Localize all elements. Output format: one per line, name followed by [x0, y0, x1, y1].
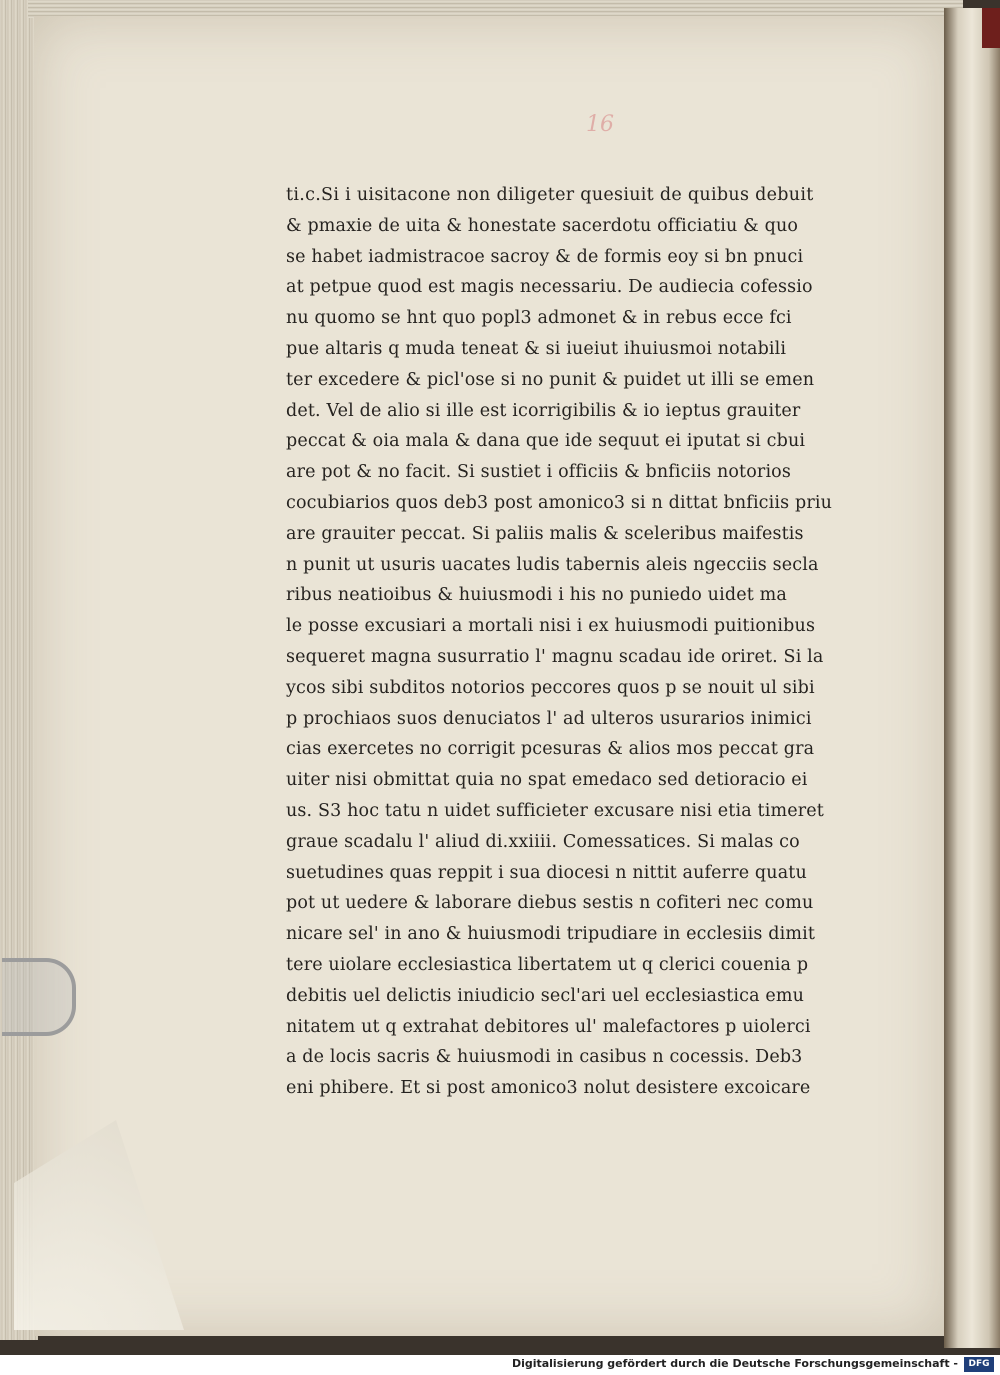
- text-column: [286, 180, 846, 1104]
- text-line: & pmaxie de uita & honestate sacerdotu officiatiu & quo: [286, 215, 799, 236]
- text-line: cocubiarios quos deb3 post amonico3 si n dittat bnficiis priu: [286, 492, 833, 513]
- text-line: ti.c.Si i uisitacone non diligeter quesiuit de quibus debuit: [286, 185, 814, 205]
- text-line: ribus neatioibus & huiusmodi i his no puniedo uidet ma: [286, 585, 787, 606]
- text-line: uiter nisi obmittat quia no spat emedaco sed detioracio ei: [286, 770, 808, 791]
- text-line: are grauiter peccat. Si paliis malis & sceleribus maifestis: [286, 523, 804, 544]
- footer-credit: Digitalisierung gefördert durch die Deutsche Forschungsgemeinschaft -: [511, 1357, 958, 1370]
- text-line: n punit ut usuris uacates ludis tabernis aleis ngecciis secla: [286, 554, 819, 575]
- book-binding-right: [944, 8, 1000, 1348]
- text-line: pue altaris q muda teneat & si iueiut ihuiusmoi notabili: [286, 338, 787, 359]
- text-line: tere uiolare ecclesiastica libertatem ut q clerici couenia p: [286, 954, 809, 975]
- text-line: nicare sel' in ano & huiusmodi tripudiare in ecclesiis dimit: [286, 924, 816, 945]
- text-line: cias exercetes no corrigit pcesuras & alios mos peccat gra: [286, 739, 815, 760]
- text-line: peccat & oia mala & dana que ide sequut ei iputat si cbui: [286, 431, 806, 452]
- text-line: us. S3 hoc tatu n uidet sufficieter excusare nisi etia timeret: [286, 800, 824, 821]
- text-line: se habet iadmistracoe sacroy & de formis eoy si bn pnuci: [286, 246, 804, 267]
- page-stack-left-edge: [0, 0, 38, 1340]
- dfg-logo: DFG: [964, 1357, 994, 1372]
- text-line: ycos sibi subditos notorios peccores quos p se nouit ul sibi: [286, 677, 815, 698]
- text-line: nitatem ut q extrahat debitores ul' malefactores p uiolerci: [286, 1016, 811, 1037]
- text-line: det. Vel de alio si ille est icorrigibilis & io ieptus grauiter: [286, 400, 801, 421]
- text-line: sequeret magna susurratio l' magnu scadau ide oriret. Si la: [286, 646, 824, 667]
- folio-number: 16: [586, 112, 614, 137]
- text-line: a de locis sacris & huiusmodi in casibus n cocessis. Deb3: [286, 1047, 803, 1068]
- text-line: suetudines quas reppit i sua diocesi n nittit auferre quatu: [286, 862, 807, 883]
- page-clip-icon: [2, 958, 76, 1036]
- text-line: graue scadalu l' aliud di.xxiiii. Comessatices. Si malas co: [286, 831, 800, 852]
- text-line: ter excedere & picl'ose si no punit & puidet ut illi se emen: [286, 369, 815, 390]
- text-line: at petpue quod est magis necessariu. De audiecia cofessio: [286, 277, 813, 298]
- text-line: pot ut uedere & laborare diebus sestis n cofiteri nec comu: [286, 893, 814, 914]
- text-line: nu quomo se hnt quo popl3 admonet & in rebus ecce fci: [286, 308, 792, 329]
- text-line: le posse excusiari a mortali nisi i ex huiusmodi puitionibus: [286, 616, 816, 637]
- text-line: debitis uel delictis iniudicio secl'ari uel ecclesiastica emu: [286, 985, 805, 1006]
- text-line: p prochiaos suos denuciatos l' ad ulteros usurarios inimici: [286, 708, 812, 729]
- text-line: eni phibere. Et si post amonico3 nolut desistere excoicare: [286, 1078, 811, 1099]
- text-line: are pot & no facit. Si sustiet i officiis & bnficiis notorios: [286, 462, 792, 483]
